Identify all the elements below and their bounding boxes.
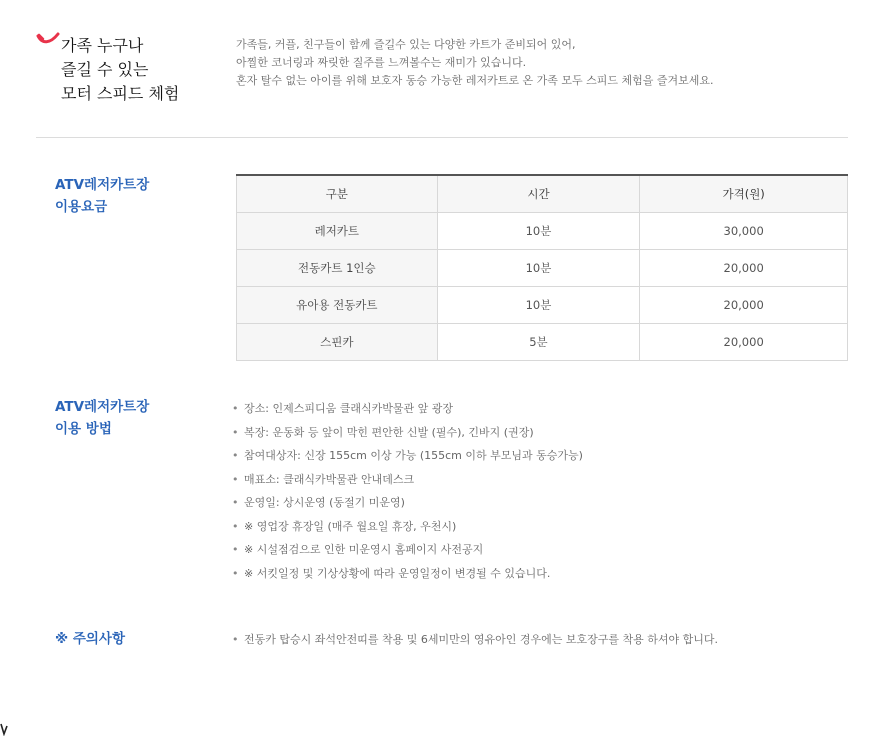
usage-heading-line: ATV레저카트장 (55, 399, 150, 415)
category-cell: 유아용 전동카트 (237, 287, 438, 324)
rates-heading-line: 이용요금 (55, 199, 108, 215)
intro-title-line: 모터 스피드 체험 (61, 84, 180, 103)
intro-section (36, 30, 848, 137)
column-header: 가격(원) (640, 175, 848, 213)
list-item (232, 421, 583, 445)
bullet-icon: • (232, 402, 239, 415)
category-cell: 전동카트 1인승 (237, 250, 438, 287)
list-item-text: 운영일: 상시운영 (동절기 미운영) (244, 496, 405, 509)
intro-desc-line: 혼자 탈수 없는 아이를 위해 보호자 동승 가능한 레저카트로 온 가족 모두 스피드 체험을 즐겨보세요. (236, 74, 714, 87)
bullet-icon: • (232, 472, 239, 486)
time-cell: 5분 (437, 324, 640, 361)
bullet-icon: • (232, 496, 239, 509)
usage-heading-line: 이용 방법 (55, 421, 112, 437)
intro-title-line: 가족 누구나 (61, 36, 144, 55)
bullet-icon: • (232, 519, 239, 533)
category-cell: 레저카트 (237, 213, 438, 250)
time-cell: 10분 (437, 213, 640, 250)
intro-title-line: 즐길 수 있는 (61, 60, 149, 79)
column-header: 시간 (437, 175, 640, 213)
bullet-icon: • (232, 425, 239, 439)
list-item (232, 491, 583, 515)
table-row (237, 287, 848, 324)
caution-item (232, 629, 718, 651)
list-item (232, 444, 583, 468)
usage-heading (55, 396, 149, 440)
caution-heading: ※ 주의사항 (55, 631, 125, 647)
list-item-text: ※ 영업장 휴장일 (매주 월요일 휴장, 우천시) (244, 519, 457, 533)
time-cell: 10분 (437, 287, 640, 324)
rates-table (236, 174, 848, 361)
category-cell: 스핀카 (237, 324, 438, 361)
price-cell: 20,000 (640, 324, 848, 361)
intro-desc-line: 아찔한 코너링과 짜릿한 질주를 느껴볼수는 재미가 있습니다. (236, 56, 527, 69)
list-item-text: 매표소: 클래식카박물관 안내데스크 (244, 472, 415, 486)
bullet-icon: • (232, 543, 239, 556)
list-item (232, 468, 583, 492)
intro-desc-line: 가족들, 커플, 친구들이 함께 즐길수 있는 다양한 카트가 준비되어 있어, (236, 38, 576, 51)
list-item-text: ※ 시설점검으로 인한 미운영시 홈페이지 사전공지 (244, 543, 484, 556)
corner-fragment-icon (0, 720, 10, 736)
table-header-row (237, 175, 848, 213)
column-header: 구분 (237, 175, 438, 213)
list-item-text: ※ 서킷일정 및 기상상황에 따라 운영일정이 변경될 수 있습니다. (244, 566, 551, 580)
list-item (232, 397, 583, 421)
rates-heading (55, 174, 149, 218)
intro-description (236, 36, 714, 90)
list-item (232, 562, 583, 586)
swoosh-icon (36, 32, 60, 46)
bullet-icon: • (232, 566, 239, 580)
caution-text: 전동카 탑승시 좌석안전띠를 착용 및 6세미만의 영유아인 경우에는 보호장구를 착용 하셔야 합니다. (244, 633, 718, 646)
list-item (232, 515, 583, 539)
section-divider (36, 137, 848, 138)
bullet-icon: • (232, 633, 239, 646)
usage-list (232, 397, 583, 585)
price-cell: 20,000 (640, 250, 848, 287)
intro-title (61, 34, 179, 106)
table-row (237, 324, 848, 361)
table-row (237, 250, 848, 287)
list-item-text: 복장: 운동화 등 앞이 막힌 편안한 신발 (필수), 긴바지 (권장) (244, 425, 534, 439)
list-item-text: 장소: 인제스피디움 클래식카박물관 앞 광장 (244, 402, 453, 415)
bullet-icon: • (232, 449, 239, 462)
table-row (237, 213, 848, 250)
price-cell: 20,000 (640, 287, 848, 324)
rates-heading-line: ATV레저카트장 (55, 177, 150, 193)
list-item-text: 참여대상자: 신장 155cm 이상 가능 (155cm 이하 부모님과 동승가능) (244, 449, 583, 462)
time-cell: 10분 (437, 250, 640, 287)
price-cell: 30,000 (640, 213, 848, 250)
list-item (232, 538, 583, 562)
